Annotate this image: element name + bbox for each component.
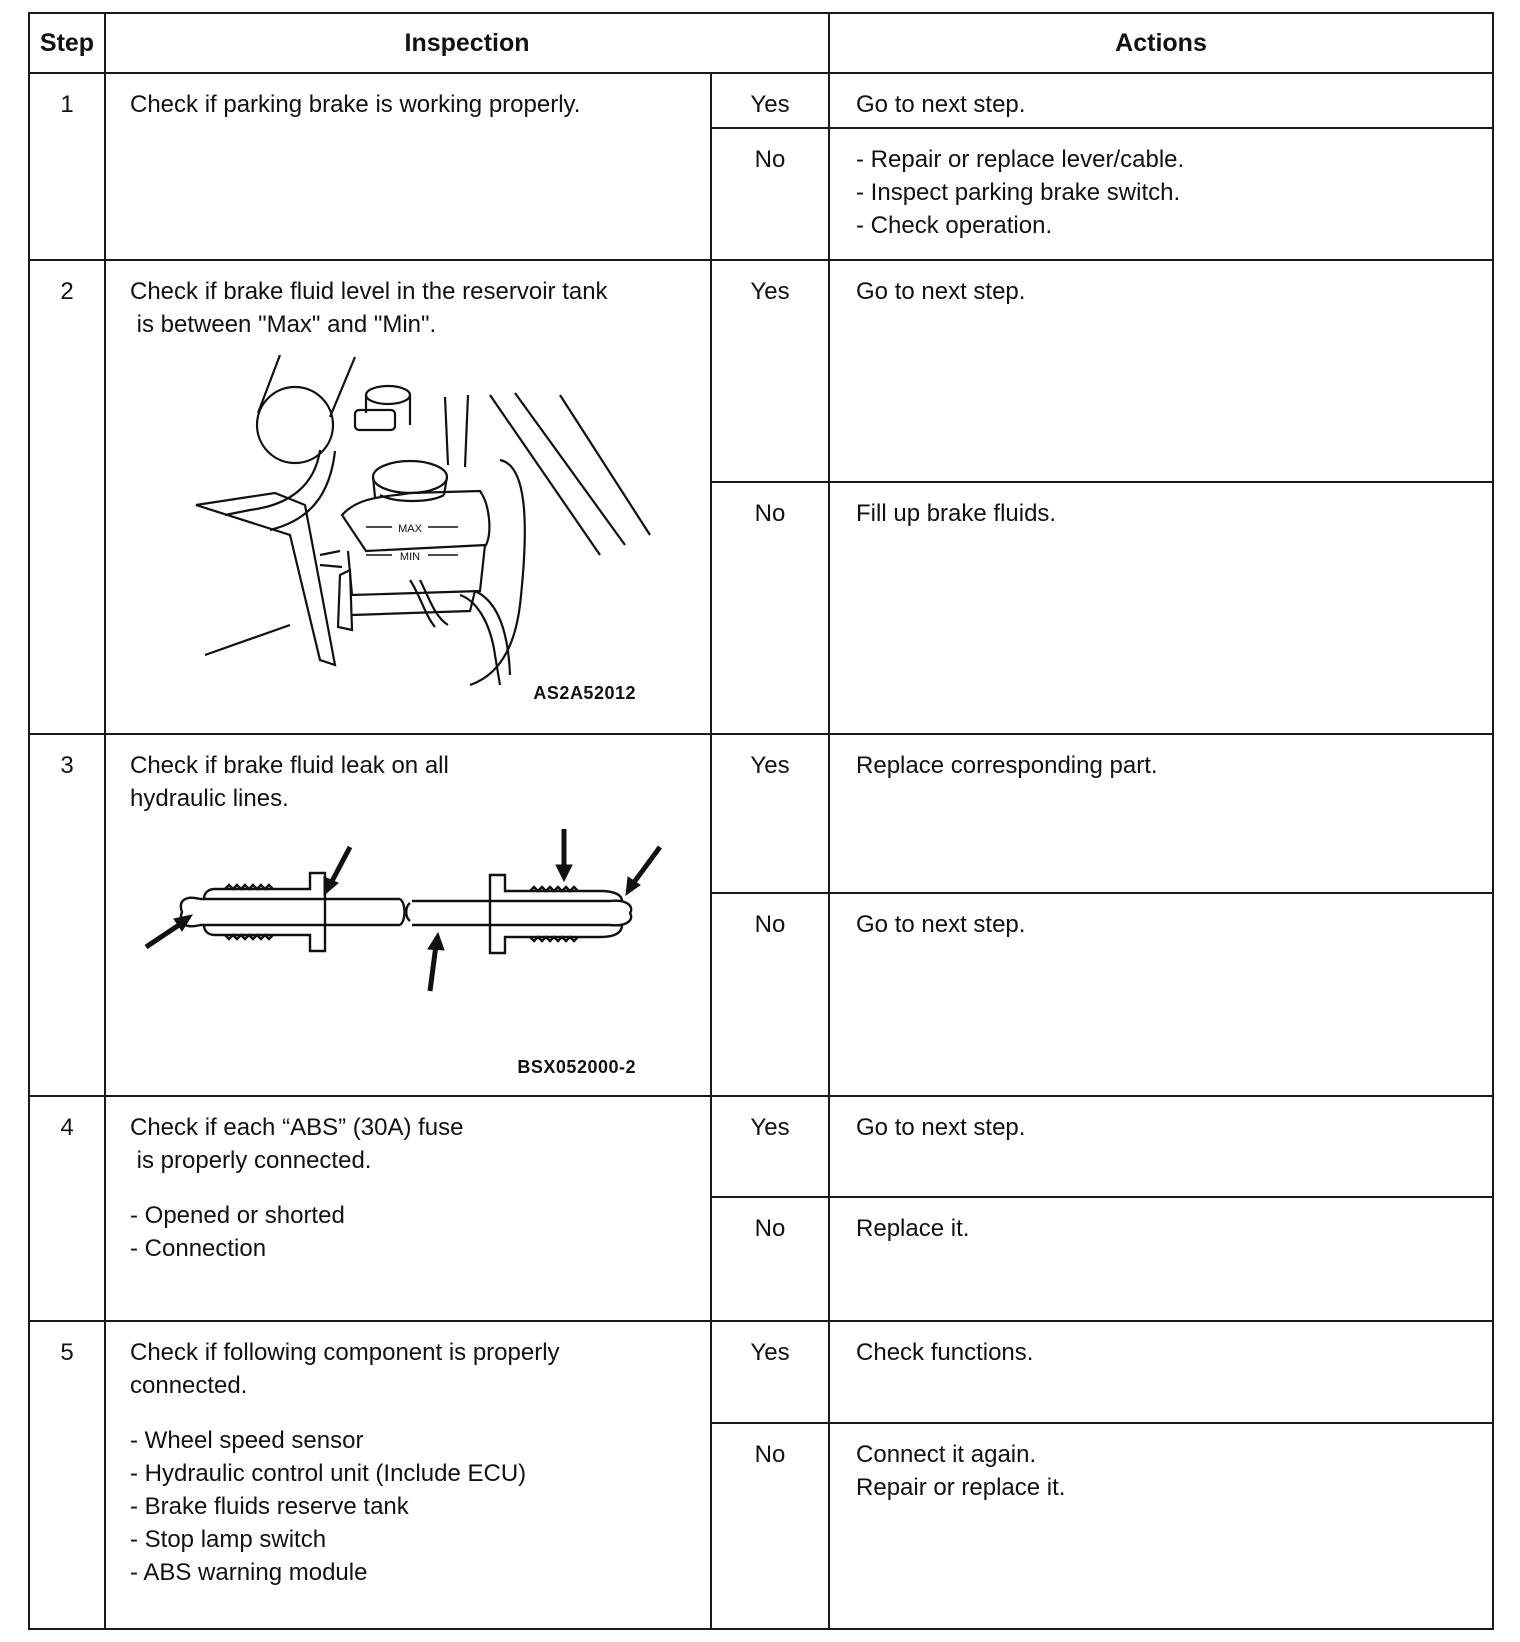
- action-text: Connect it again.: [856, 1441, 1037, 1469]
- no-action: [829, 1197, 1493, 1321]
- inspection-text: is between "Max" and "Min".: [130, 310, 437, 338]
- step-number: 2: [29, 260, 105, 734]
- inspection-text: Check if each “ABS” (30A) fuse: [130, 1114, 464, 1142]
- inspection-list-item: - Hydraulic control unit (Include ECU): [130, 1459, 527, 1487]
- step-number: 4: [29, 1096, 105, 1320]
- no-label: No: [711, 128, 829, 260]
- no-label: No: [711, 1423, 829, 1629]
- action-text: Check functions.: [856, 1338, 1034, 1366]
- yes-label: Yes: [711, 260, 829, 482]
- action-text: - Repair or replace lever/cable.: [856, 145, 1185, 173]
- inspection-text: Check if brake fluid level in the reservoir tank: [130, 277, 608, 305]
- yes-label: Yes: [711, 734, 829, 894]
- inspection-text: Check if parking brake is working properly.: [130, 91, 581, 118]
- action-text: Go to next step.: [856, 1114, 1026, 1142]
- step-5-yes-row: [29, 1321, 1493, 1424]
- inspection-list-item: - Brake fluids reserve tank: [130, 1492, 409, 1520]
- action-text: - Inspect parking brake switch.: [856, 178, 1181, 206]
- max-mark-label: MAX: [398, 522, 422, 535]
- step-column-header: Step: [29, 13, 105, 73]
- no-action: [829, 482, 1493, 734]
- inspection-list-item: - Wheel speed sensor: [130, 1426, 364, 1454]
- no-action: [829, 128, 1493, 260]
- step-2-inspection: [105, 260, 711, 734]
- step-2-yes-row: [29, 260, 1493, 482]
- yes-action: [829, 1321, 1493, 1424]
- yes-action: [829, 1096, 1493, 1197]
- inspection-text: connected.: [130, 1371, 248, 1399]
- step-1-inspection: [105, 73, 711, 260]
- action-text: Go to next step.: [856, 277, 1026, 305]
- inspection-list-item: - Opened or shorted: [130, 1202, 345, 1230]
- yes-action: [829, 260, 1493, 482]
- inspection-column-header: Inspection: [105, 13, 829, 73]
- actions-column-header: Actions: [829, 13, 1493, 73]
- inspection-text: Check if brake fluid leak on all: [130, 751, 449, 779]
- hydraulic-line-figure: [130, 829, 686, 1079]
- inspection-text: is properly connected.: [130, 1147, 372, 1175]
- action-text: - Check operation.: [856, 211, 1053, 239]
- step-3-inspection: [105, 734, 711, 1097]
- header-row: [29, 13, 1493, 73]
- yes-label: Yes: [711, 73, 829, 128]
- action-text: Replace it.: [856, 1214, 970, 1242]
- hydraulic-line-fittings-illustration-icon: [130, 829, 690, 1029]
- action-text: Go to next step.: [856, 911, 1026, 939]
- min-mark-label: MIN: [399, 550, 421, 563]
- action-text: Repair or replace it.: [856, 1474, 1066, 1502]
- step-number: 1: [29, 73, 105, 260]
- action-text: Replace corresponding part.: [856, 751, 1158, 779]
- no-label: No: [711, 482, 829, 734]
- step-4-inspection: [105, 1096, 711, 1320]
- step-5-inspection: [105, 1321, 711, 1629]
- abs-troubleshooting-table: [28, 12, 1494, 1630]
- no-action: [829, 893, 1493, 1096]
- inspection-text: Check if following component is properly: [130, 1338, 560, 1366]
- no-action: [829, 1423, 1493, 1629]
- action-text: Go to next step.: [856, 91, 1026, 118]
- figure-id: BSX052000-2: [517, 1056, 636, 1077]
- step-1-yes-row: [29, 73, 1493, 128]
- figure-id: AS2A52012: [533, 682, 636, 703]
- yes-action: [829, 734, 1493, 894]
- inspection-list-item: - ABS warning module: [130, 1558, 368, 1586]
- yes-label: Yes: [711, 1096, 829, 1197]
- inspection-text: hydraulic lines.: [130, 784, 289, 812]
- no-label: No: [711, 1197, 829, 1321]
- brake-fluid-reservoir-figure: [130, 355, 686, 707]
- step-3-yes-row: [29, 734, 1493, 894]
- yes-action: [829, 73, 1493, 128]
- inspection-list-item: - Stop lamp switch: [130, 1525, 327, 1553]
- inspection-list-item: - Connection: [130, 1235, 267, 1263]
- step-4-yes-row: [29, 1096, 1493, 1197]
- step-number: 3: [29, 734, 105, 1097]
- yes-label: Yes: [711, 1321, 829, 1424]
- step-number: 5: [29, 1321, 105, 1629]
- brake-fluid-reservoir-illustration-icon: [130, 355, 690, 695]
- no-label: No: [711, 893, 829, 1096]
- action-text: Fill up brake fluids.: [856, 499, 1057, 527]
